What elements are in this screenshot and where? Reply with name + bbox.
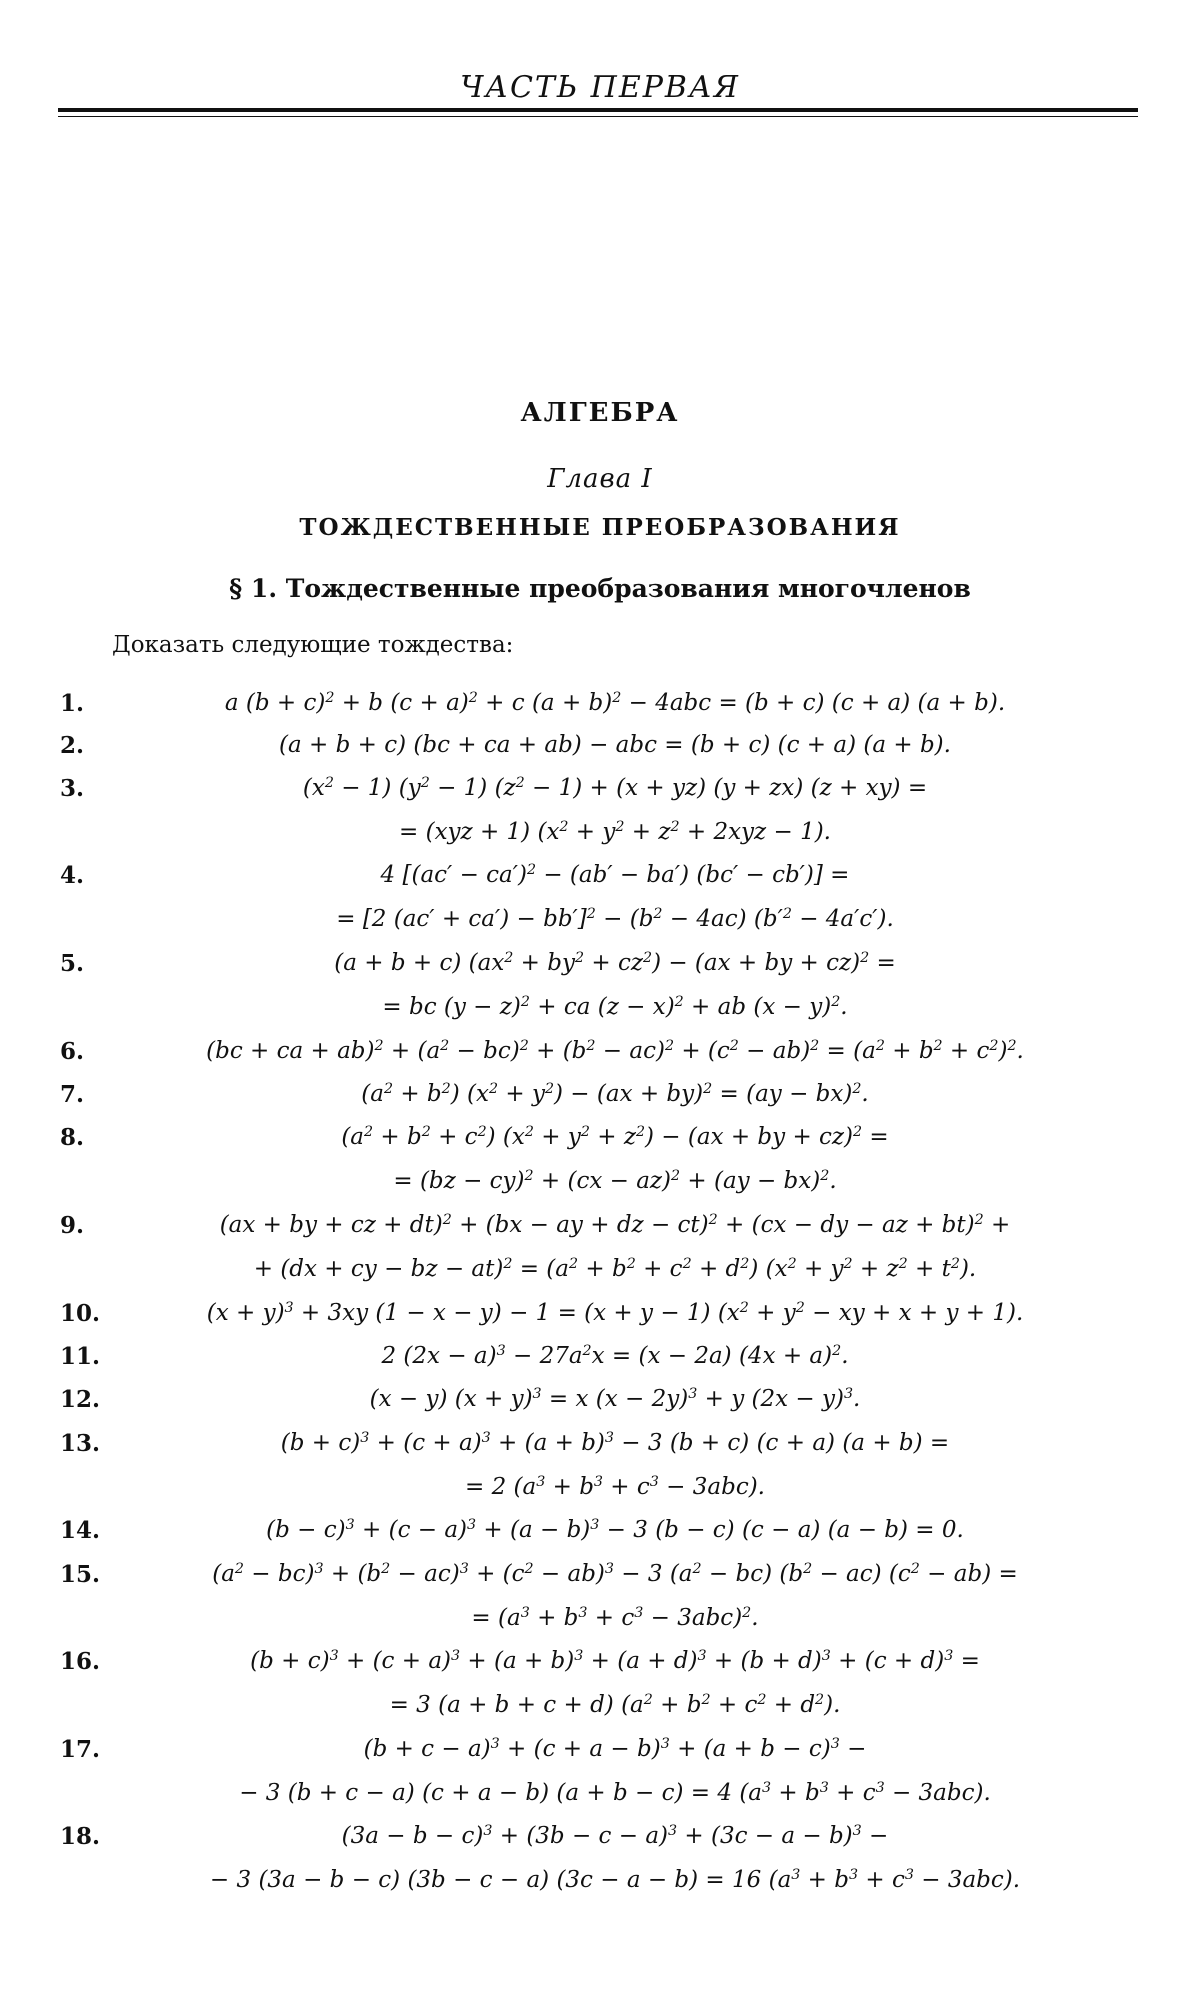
exercise-number: 10. xyxy=(60,1300,101,1327)
running-header: ЧАСТЬ ПЕРВАЯ xyxy=(460,70,740,105)
exercise-formula-line: $(b - c)^3 + (c - a)^3 + (a - b)^3 - 3$ (b − c) (c − a) (a − b) = 0. xyxy=(266,1517,964,1543)
exercise-formula-line: = (xyz + 1) $(x^2 + y^2 + z^2 + 2xyz - 1)$. xyxy=(399,819,831,845)
exercise-formula-line: 4 [$(ac' - ca')^2 - (ab' - ba')$ (bc′ − cb′)] = xyxy=(380,862,850,888)
exercise-number: 15. xyxy=(60,1561,101,1588)
exercise-number: 18. xyxy=(60,1823,101,1850)
exercise-number: 1. xyxy=(60,690,85,717)
exercise-formula-line: $(b + c - a)^3 + (c + a - b)^3 + (a + b - c)^3$ − xyxy=(363,1736,867,1762)
exercise-formula-line: (a + b + c) $(ax^2 + by^2 + cz^2) - (ax$ + by + cz)$^2$ = xyxy=(334,950,896,976)
exercise-number: 11. xyxy=(60,1343,101,1370)
exercise-number: 7. xyxy=(60,1081,85,1108)
exercise-formula-line: $(3a - b - c)^3 + (3b - c - a)^3 + (3c - a - b)^3$ − xyxy=(341,1823,889,1849)
exercise-formula-line: $(x + y)^3 + 3xy$ (1 − x − y) − 1 = (x + y − 1) ($x^2 + y^2$ − xy + x + y + 1). xyxy=(206,1300,1024,1326)
exercise-formula-line: (bc + ca + $ab)^2 + (a^2 - bc)^2 + (b^2 - ac)^2 + (c^2 - ab)^2 = (a^2 + b^2 + c^2)^2$. xyxy=(206,1038,1024,1064)
exercise-formula-line: = bc $(y - z)^2$ + ca $(z - x)^2$ + ab $(x - y)^2$. xyxy=(382,994,848,1020)
exercise-formula-line: $(a^2 + b^2) (x^2 + y^2) - (ax + by)^2 = (ay - bx)^2$. xyxy=(361,1081,869,1107)
section-title: § 1. Тождественные преобразования многочленов xyxy=(229,574,971,603)
exercise-formula-line: − 3 (b + c − a) (c + a − b) (a + b − c) = 4 $(a^3 + b^3 + c^3 - 3abc)$. xyxy=(239,1780,991,1806)
exercise-number: 2. xyxy=(60,732,85,759)
exercise-number: 9. xyxy=(60,1212,85,1239)
exercise-formula-line: $(b + c)^3 + (c + a)^3 + (a + b)^3 + (a + d)^3 + (b + d)^3 + (c + d)^3$ = xyxy=(250,1648,980,1674)
exercise-formula-line: + (dx + cy − bz − $at)^2 = (a^2 + b^2 + c^2 + d^2) (x^2 + y^2 + z^2 + t^2)$. xyxy=(253,1256,977,1282)
exercise-number: 8. xyxy=(60,1124,85,1151)
exercise-number: 12. xyxy=(60,1386,101,1413)
exercise-formula-line: = (bz − cy)$^2$ + (cx − az)$^2$ + (ay − bx)$^2$. xyxy=(393,1168,837,1194)
exercise-formula-line: = 3 (a + b + c + d) $(a^2 + b^2 + c^2 + d^2)$. xyxy=(389,1692,841,1718)
exercise-formula-line: − 3 (3a − b − c) (3b − c − a) (3c − a − b) = 16 $(a^3 + b^3 + c^3 - 3abc)$. xyxy=(209,1867,1021,1893)
exercise-formula-line: $(x^2 - 1) (y^2 - 1) (z^2 - 1) + (x + yz) (y + zx) (z + xy)$ = xyxy=(302,775,928,801)
exercise-number: 17. xyxy=(60,1736,101,1763)
exercise-number: 13. xyxy=(60,1430,101,1457)
exercise-formula-line: $(b + c)^3 + (c + a)^3 + (a + b)^3 - 3$ (b + c) (c + a) (a + b) = xyxy=(280,1430,950,1456)
exercise-formula-line: $(a^2 + b^2 + c^2) (x^2 + y^2 + z^2) - (ax$ + by + cz)$^2$ = xyxy=(341,1124,889,1150)
exercise-formula-line: = 2 $(a^3 + b^3 + c^3 - 3abc)$. xyxy=(465,1474,765,1500)
exercise-number: 6. xyxy=(60,1038,85,1065)
part-title: АЛГЕБРА xyxy=(520,398,680,428)
exercise-formula-line: = $(a^3 + b^3 + c^3 - 3abc)^2$. xyxy=(471,1605,759,1631)
exercise-formula-line: = [2 $(ac' + ca') - bb']^2 - (b^2 - 4ac) (b'^2 - 4a'c')$. xyxy=(336,906,894,932)
exercise-formula-line: (x − y) $(x + y)^3 = x$ $(x - 2y)^3 + y$ $(2x - y)^3$. xyxy=(369,1386,861,1412)
chapter-title: ТОЖДЕСТВЕННЫЕ ПРЕОБРАЗОВАНИЯ xyxy=(299,514,901,541)
exercise-number: 5. xyxy=(60,950,85,977)
exercise-formula-line: a $(b + c)^2 + b$ $(c + a)^2 + c$ $(a + b)^2 - 4abc = (b + c)$ (c + a) (a + b). xyxy=(224,690,1006,716)
exercise-formula-line: (ax + by + cz + dt)$^2$ + (bx − ay + dz − ct)$^2$ + (cx − dy − az + bt)$^2$ + xyxy=(219,1212,1011,1238)
exercise-formula-line: (a + b + c) (bc + ca + ab) − abc = (b + c) (c + a) (a + b). xyxy=(279,732,951,758)
exercise-number: 16. xyxy=(60,1648,101,1675)
exercise-formula-line: $(a^2 - bc)^3 + (b^2 - ac)^3 + (c^2 - ab)^3 - 3$ $(a^2 - bc) (b^2 - ac) (c^2 - ab)$ = xyxy=(212,1561,1018,1587)
intro-text: Доказать следующие тождества: xyxy=(112,632,514,658)
exercise-number: 14. xyxy=(60,1517,101,1544)
exercise-formula-line: 2 $(2x - a)^3 - 27a^2x = (x - 2a)$ $(4x + a)^2$. xyxy=(381,1343,849,1369)
exercise-number: 3. xyxy=(60,775,85,802)
chapter-label: Глава I xyxy=(547,464,653,494)
exercise-number: 4. xyxy=(60,862,85,889)
